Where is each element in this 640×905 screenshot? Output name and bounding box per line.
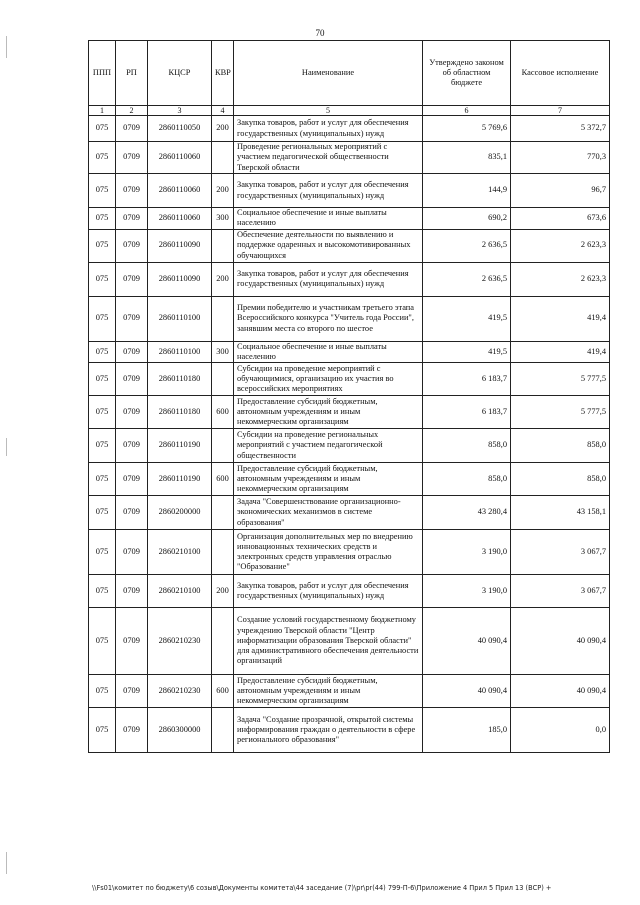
cell-kvr [212,530,234,575]
cell-rp: 0709 [116,142,148,174]
cell-executed: 770,3 [511,142,610,174]
cell-ppp: 075 [89,341,116,363]
cell-kcsr: 2860210100 [148,575,212,608]
cell-kvr [212,708,234,753]
cell-kcsr: 2860300000 [148,708,212,753]
cell-kcsr: 2860110060 [148,142,212,174]
cell-name: Социальное обеспечение и иные выплаты населению [234,341,423,363]
cell-ppp: 075 [89,675,116,708]
cell-name: Проведение региональных мероприятий с участием педагогической общественности Тверской области [234,142,423,174]
cell-kcsr: 2860110090 [148,262,212,296]
cell-name: Обеспечение деятельности по выявлению и поддержке одаренных и высокомотивированных обучающихся [234,229,423,262]
cell-name: Задача "Совершенствование организационно-экономических механизмов в системе образования" [234,496,423,530]
cell-ppp: 075 [89,208,116,230]
cell-rp: 0709 [116,396,148,429]
cell-executed: 5 777,5 [511,396,610,429]
cell-ppp: 075 [89,708,116,753]
cell-ppp: 075 [89,174,116,208]
cell-kvr [212,363,234,396]
table-row [89,229,610,262]
cell-kcsr: 2860110180 [148,396,212,429]
cell-executed: 3 067,7 [511,575,610,608]
cell-kcsr: 2860110090 [148,229,212,262]
cell-name: Субсидии на проведение мероприятий с обучающимися, организацию их участия во всероссийских мероприятиях [234,363,423,396]
cell-ppp: 075 [89,296,116,341]
cell-rp: 0709 [116,530,148,575]
cell-kcsr: 2860110100 [148,296,212,341]
table-row [89,429,610,463]
table-row [89,208,610,230]
cell-executed: 5 777,5 [511,363,610,396]
cell-rp: 0709 [116,229,148,262]
cell-kcsr: 2860110190 [148,429,212,463]
cell-kcsr: 2860200000 [148,496,212,530]
budget-table [88,40,610,753]
table-row [89,396,610,429]
cell-executed: 96,7 [511,174,610,208]
cell-ppp: 075 [89,530,116,575]
cell-rp: 0709 [116,174,148,208]
cell-approved: 5 769,6 [423,116,511,142]
cell-name: Закупка товаров, работ и услуг для обеспечения государственных (муниципальных) нужд [234,575,423,608]
table-row [89,341,610,363]
cell-name: Задача "Создание прозрачной, открытой системы информирования граждан о деятельности в сфере регионального образования" [234,708,423,753]
cell-kcsr: 2860110190 [148,463,212,496]
cell-name: Закупка товаров, работ и услуг для обеспечения государственных (муниципальных) нужд [234,116,423,142]
cell-name: Создание условий государственному бюджетному учреждению Тверской области "Центр информатизации образования Тверской области" для административного обеспечения деятельности организаций [234,608,423,675]
cell-approved: 3 190,0 [423,575,511,608]
margin-mark-mid [6,438,7,456]
header-approved: Утверждено законом об областном бюджете [423,41,511,106]
cell-executed: 5 372,7 [511,116,610,142]
cell-approved: 6 183,7 [423,396,511,429]
cell-approved: 43 280,4 [423,496,511,530]
cell-rp: 0709 [116,296,148,341]
column-number: 1 [89,106,116,116]
cell-rp: 0709 [116,363,148,396]
column-number: 2 [116,106,148,116]
cell-approved: 858,0 [423,429,511,463]
table-row [89,174,610,208]
table-row [89,116,610,142]
cell-kvr [212,142,234,174]
cell-name: Закупка товаров, работ и услуг для обеспечения государственных (муниципальных) нужд [234,174,423,208]
cell-ppp: 075 [89,116,116,142]
cell-rp: 0709 [116,116,148,142]
cell-rp: 0709 [116,463,148,496]
cell-kvr [212,608,234,675]
table-body [89,116,610,753]
cell-rp: 0709 [116,496,148,530]
cell-approved: 6 183,7 [423,363,511,396]
cell-approved: 419,5 [423,296,511,341]
cell-kvr: 600 [212,675,234,708]
column-number: 6 [423,106,511,116]
cell-kcsr: 2860210230 [148,675,212,708]
cell-rp: 0709 [116,262,148,296]
cell-kcsr: 2860110060 [148,174,212,208]
cell-rp: 0709 [116,708,148,753]
cell-ppp: 075 [89,262,116,296]
header-rp: РП [116,41,148,106]
cell-executed: 2 623,3 [511,262,610,296]
cell-executed: 2 623,3 [511,229,610,262]
table-row [89,575,610,608]
cell-kvr: 600 [212,396,234,429]
cell-executed: 858,0 [511,429,610,463]
cell-kvr [212,229,234,262]
header-executed: Кассовое исполнение [511,41,610,106]
cell-ppp: 075 [89,463,116,496]
cell-name: Предоставление субсидий бюджетным, автономным учреждениям и иным некоммерческим организациям [234,675,423,708]
cell-kcsr: 2860110180 [148,363,212,396]
table-row [89,363,610,396]
table-row [89,530,610,575]
cell-ppp: 075 [89,142,116,174]
cell-kcsr: 2860210230 [148,608,212,675]
cell-rp: 0709 [116,208,148,230]
cell-approved: 40 090,4 [423,675,511,708]
cell-name: Предоставление субсидий бюджетным, автономным учреждениям и иным некоммерческим организациям [234,396,423,429]
cell-kvr: 300 [212,208,234,230]
table-row [89,296,610,341]
header-kvr: КВР [212,41,234,106]
cell-name: Закупка товаров, работ и услуг для обеспечения государственных (муниципальных) нужд [234,262,423,296]
column-number: 3 [148,106,212,116]
margin-mark-bottom [6,852,7,874]
cell-kvr [212,429,234,463]
cell-executed: 419,4 [511,341,610,363]
cell-executed: 858,0 [511,463,610,496]
cell-executed: 3 067,7 [511,530,610,575]
cell-kvr [212,296,234,341]
cell-executed: 43 158,1 [511,496,610,530]
cell-rp: 0709 [116,429,148,463]
header-name: Наименование [234,41,423,106]
cell-executed: 0,0 [511,708,610,753]
cell-kvr: 200 [212,575,234,608]
table-row [89,675,610,708]
table-row [89,708,610,753]
cell-ppp: 075 [89,229,116,262]
cell-ppp: 075 [89,363,116,396]
cell-name: Организация дополнительных мер по внедрению инновационных технических средств и электронных средств управления отраслью "Образование" [234,530,423,575]
cell-rp: 0709 [116,608,148,675]
column-number: 5 [234,106,423,116]
cell-approved: 40 090,4 [423,608,511,675]
table-row [89,262,610,296]
file-path-footer: \\Fs01\комитет по бюджету\6 созыв\Документы комитета\44 заседание (7)\pr\pr(44) 799-П-6\Приложение 4 Прил 5 Прил 13 (ВСР) + [92,884,552,892]
cell-ppp: 075 [89,496,116,530]
column-number: 4 [212,106,234,116]
cell-name: Предоставление субсидий бюджетным, автономным учреждениям и иным некоммерческим организациям [234,463,423,496]
cell-approved: 185,0 [423,708,511,753]
cell-approved: 2 636,5 [423,262,511,296]
table-row [89,496,610,530]
table-row [89,142,610,174]
cell-kvr: 200 [212,262,234,296]
column-number: 7 [511,106,610,116]
cell-approved: 835,1 [423,142,511,174]
cell-executed: 40 090,4 [511,675,610,708]
cell-name: Социальное обеспечение и иные выплаты населению [234,208,423,230]
margin-mark-top [6,36,7,58]
cell-approved: 419,5 [423,341,511,363]
cell-ppp: 075 [89,608,116,675]
cell-approved: 2 636,5 [423,229,511,262]
cell-approved: 690,2 [423,208,511,230]
page-number: 70 [315,28,325,38]
cell-kcsr: 2860210100 [148,530,212,575]
cell-kvr: 200 [212,174,234,208]
cell-kvr [212,496,234,530]
cell-kvr: 600 [212,463,234,496]
cell-approved: 3 190,0 [423,530,511,575]
cell-rp: 0709 [116,575,148,608]
cell-kvr: 300 [212,341,234,363]
cell-executed: 419,4 [511,296,610,341]
cell-name: Субсидии на проведение региональных мероприятий с участием педагогической общественности [234,429,423,463]
cell-rp: 0709 [116,675,148,708]
cell-kcsr: 2860110050 [148,116,212,142]
cell-kvr: 200 [212,116,234,142]
cell-approved: 144,9 [423,174,511,208]
header-row [89,41,610,106]
cell-kcsr: 2860110100 [148,341,212,363]
cell-approved: 858,0 [423,463,511,496]
table-row [89,608,610,675]
column-number-row [89,106,610,116]
cell-name: Премии победителю и участникам третьего этапа Всероссийского конкурса "Учитель года России", занявшим места со второго по шестое [234,296,423,341]
cell-executed: 40 090,4 [511,608,610,675]
cell-executed: 673,6 [511,208,610,230]
cell-ppp: 075 [89,575,116,608]
cell-rp: 0709 [116,341,148,363]
header-kcsr: КЦСР [148,41,212,106]
cell-ppp: 075 [89,396,116,429]
cell-kcsr: 2860110060 [148,208,212,230]
cell-ppp: 075 [89,429,116,463]
header-ppp: ППП [89,41,116,106]
table-row [89,463,610,496]
